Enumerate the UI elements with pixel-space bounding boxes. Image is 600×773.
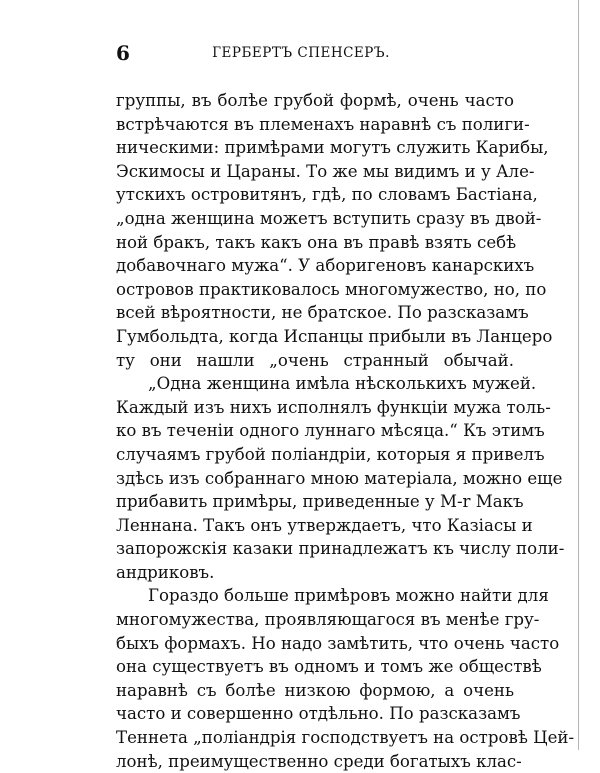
text-line: часто и совершенно отдѣльно. По разсказамъ xyxy=(116,704,521,724)
text-line: ко въ теченiи одного луннаго мѣсяца.“ Къ этимъ xyxy=(116,421,545,441)
page-edge-line xyxy=(578,0,579,750)
body-text xyxy=(116,89,575,773)
text-line: здѣсь изъ собраннаго мною матеріала, можно еще xyxy=(116,468,563,488)
page-header xyxy=(116,40,486,66)
text-line: утскихъ островитянъ, гдѣ, по словамъ Бастiана, xyxy=(116,185,538,205)
paragraph-start-line: Гораздо больше примѣровъ можно найти для xyxy=(148,586,549,606)
text-line: она существуетъ въ одномъ и томъ же обществѣ xyxy=(116,657,542,677)
text-line: островов практиковалось многомужество, но, по xyxy=(116,279,547,299)
text-line: всей вѣроятности, не братское. По разсказамъ xyxy=(116,303,529,323)
text-line: многомужества, проявляющагося въ менѣе гру- xyxy=(116,610,540,630)
text-line: лонѣ, преимущественно среди богатыхъ клас- xyxy=(116,751,522,771)
text-line: прибавить примѣры, приведенные у М-r Макъ xyxy=(116,492,524,512)
text-line: встрѣчаются въ племенахъ наравнѣ съ полиги- xyxy=(116,114,530,134)
text-line: запорожскiя казаки принадлежатъ къ числу поли- xyxy=(116,539,565,559)
text-line: быхъ формахъ. Но надо замѣтить, что очень часто xyxy=(116,633,560,653)
text-line: Эскимосы и Цараны. То же мы видимъ и у Але- xyxy=(116,161,535,181)
paragraph-end-line: андриковъ. xyxy=(116,562,215,582)
page-number: 6 xyxy=(116,41,130,65)
text-line: наравнѣ съ болѣе низкою формою, а очень xyxy=(116,680,514,700)
paragraph-start-line: „Одна женщина имѣла нѣсколькихъ мужей. xyxy=(148,374,537,394)
text-line: группы, въ болѣе грубой формѣ, очень часто xyxy=(116,91,514,110)
text-line: Каждый изъ нихъ исполнялъ функцiи мужа толь- xyxy=(116,397,551,417)
text-line: ной бракъ, такъ какъ она въ правѣ взять себѣ xyxy=(116,232,517,252)
text-line: ту они нашли „очень странный обычай. xyxy=(116,350,514,370)
text-line: Теннета „поліандрія господствуетъ на островѣ Цей- xyxy=(116,728,575,748)
text-line: ническими: примѣрами могутъ служить Карибы, xyxy=(116,138,549,158)
running-title: ГЕРБЕРТЪ СПЕНСЕРЪ. xyxy=(212,45,390,61)
text-line: Гумбольдта, когда Испанцы прибыли въ Ланцеро xyxy=(116,326,553,346)
text-line: Леннана. Такъ онъ утверждаетъ, что Казiасы и xyxy=(116,515,533,535)
text-line: случаямъ грубой поліандріи, которыя я привелъ xyxy=(116,444,545,464)
text-line: „одна женщина можетъ вступить сразу въ двой- xyxy=(116,208,542,228)
text-line: добавочнаго мужа“. У аборигеновъ канарскихъ xyxy=(116,256,535,276)
